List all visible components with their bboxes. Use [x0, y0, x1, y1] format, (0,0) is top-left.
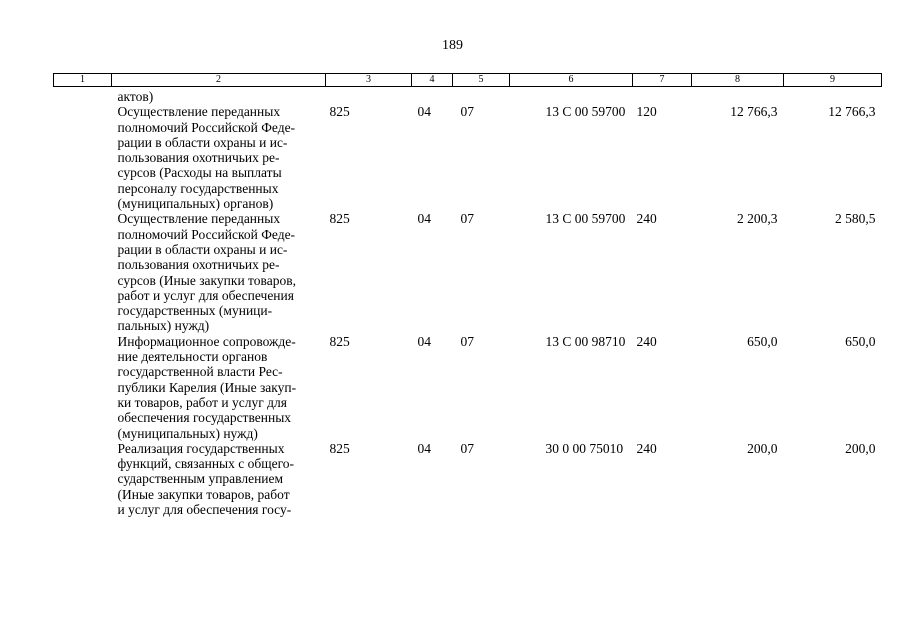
header-col-6: 6	[510, 74, 633, 87]
row-amount-2-cell: 2 580,5	[835, 211, 876, 227]
row-name-line: Осуществление переданных	[117, 211, 281, 227]
row-name-line: (Иные закупки товаров, работ	[117, 486, 290, 502]
row-amount-1-cell: 12 766,3	[730, 104, 778, 120]
table-row	[54, 211, 882, 333]
table-row	[54, 104, 882, 211]
row-name-line: ние деятельности органов	[117, 349, 268, 365]
row-code-cell: 825	[329, 211, 350, 227]
row-name-line: ки товаров, работ и услуг для	[117, 394, 287, 410]
header-row	[54, 74, 882, 87]
header-col-3: 3	[326, 74, 412, 87]
row-name-line: полномочий Российской Феде-	[117, 119, 296, 135]
row-name-line: Информационное сопровожде-	[117, 333, 296, 349]
row-name-line: публики Карелия (Иные закуп-	[117, 379, 297, 395]
row-target-cell: 30 0 00 75010	[545, 440, 624, 456]
row-code-cell: 825	[329, 104, 350, 120]
row-target-cell: 13 С 00 59700	[545, 104, 626, 120]
row-amount-1-cell: 200,0	[747, 440, 778, 456]
row-name-cell	[112, 104, 326, 211]
row-section-cell: 04	[417, 211, 431, 227]
row-name-line: государственных (муници-	[117, 303, 273, 319]
row-amount-1-cell: 650,0	[747, 333, 778, 349]
row-type-cell: 240	[636, 333, 657, 349]
row-code-cell: 825	[329, 333, 350, 349]
row-name-line: пальных) нужд)	[117, 318, 210, 334]
budget-table	[53, 73, 882, 517]
row-section-cell: 04	[417, 333, 431, 349]
row-name-line: сударственным управлением	[117, 471, 284, 487]
header-col-1: 1	[54, 74, 112, 87]
row-name-line: пользования охотничьих ре-	[117, 150, 280, 166]
row-target-cell: 13 С 00 59700	[545, 211, 626, 227]
row-name-line: пользования охотничьих ре-	[117, 257, 280, 273]
row-subsection-cell: 07	[460, 211, 474, 227]
header-col-5: 5	[453, 74, 510, 87]
row-name-line: и услуг для обеспечения госу-	[117, 502, 292, 518]
row-number-cell	[54, 104, 112, 211]
row-type-cell: 240	[636, 211, 657, 227]
row-target-cell: 13 С 00 98710	[545, 333, 626, 349]
row-section-cell: 04	[417, 440, 431, 456]
row-name-line: полномочий Российской Феде-	[117, 226, 296, 242]
row-name-line: рации в области охраны и ис-	[117, 134, 288, 150]
row-name-line: сурсов (Расходы на выплаты	[117, 165, 282, 181]
row-name-cell	[112, 441, 326, 517]
row-name-line: сурсов (Иные закупки товаров,	[117, 272, 296, 288]
row-subsection-cell: 07	[460, 104, 474, 120]
row-name-line: работ и услуг для обеспечения	[117, 287, 294, 303]
row-subsection-cell: 07	[460, 333, 474, 349]
row-amount-2-cell: 200,0	[845, 440, 876, 456]
row-number-cell	[54, 441, 112, 517]
row-type-cell: 120	[636, 104, 657, 120]
row-subsection-cell: 07	[460, 440, 474, 456]
header-col-8: 8	[692, 74, 784, 87]
row-name-line: (муниципальных) нужд)	[117, 425, 258, 441]
row-amount-2-cell: 12 766,3	[828, 104, 876, 120]
row-name-line: персоналу государственных	[117, 180, 279, 196]
continuation-row	[54, 87, 882, 105]
row-name-cell	[112, 211, 326, 333]
table-row	[54, 441, 882, 517]
row-name-cell	[112, 334, 326, 441]
continuation-text: актов)	[117, 89, 154, 104]
row-section-cell: 04	[417, 104, 431, 120]
header-col-4: 4	[412, 74, 453, 87]
header-col-7: 7	[633, 74, 692, 87]
row-name-line: Реализация государственных	[117, 440, 285, 456]
table-row	[54, 334, 882, 441]
page-number: 189	[442, 38, 463, 53]
row-type-cell: 240	[636, 440, 657, 456]
header-col-2: 2	[112, 74, 326, 87]
row-name-line: Осуществление переданных	[117, 104, 281, 120]
row-name-line: обеспечения государственных	[117, 410, 292, 426]
header-col-9: 9	[784, 74, 882, 87]
row-number-cell	[54, 334, 112, 441]
row-name-line: государственной власти Рес-	[117, 364, 283, 380]
row-name-line: (муниципальных) органов)	[117, 196, 274, 212]
row-amount-1-cell: 2 200,3	[737, 211, 778, 227]
row-code-cell: 825	[329, 440, 350, 456]
row-name-line: функций, связанных с общего-	[117, 456, 295, 472]
row-name-line: рации в области охраны и ис-	[117, 241, 288, 257]
row-amount-2-cell: 650,0	[845, 333, 876, 349]
row-number-cell	[54, 211, 112, 333]
